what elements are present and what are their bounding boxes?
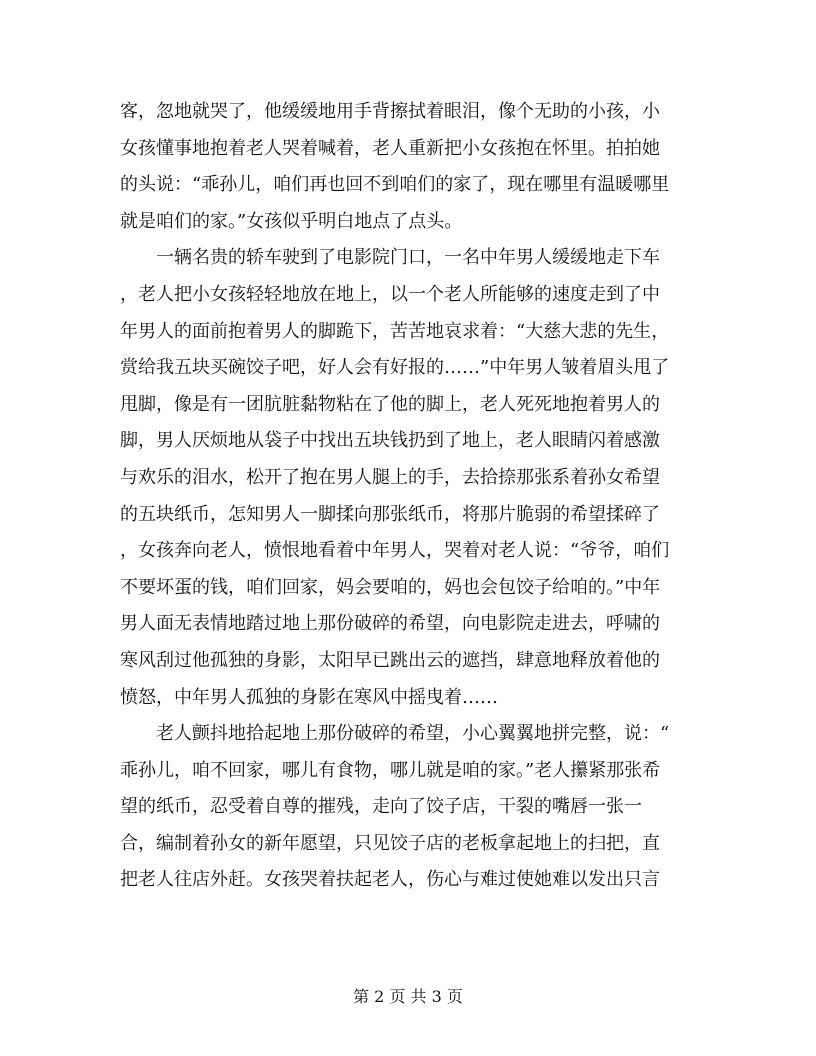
text-line: 合，编制着孙女的新年愿望，只见饺子店的老板拿起地上的扫把，直 [120, 832, 660, 854]
text-line: ，老人把小女孩轻轻地放在地上，以一个老人所能够的速度走到了中 [120, 283, 660, 305]
text-line: 的五块纸币，怎知男人一脚揉向那张纸币，将那片脆弱的希望揉碎了 [120, 503, 660, 525]
text-line: 寒风刮过他孤独的身影，太阳早已跳出云的遮挡，肆意地释放着他的 [120, 649, 660, 671]
text-line: 老人颤抖地拾起地上那份破碎的希望，小心翼翼地拼完整，说：“ [120, 723, 670, 745]
text-line: 就是咱们的家。”女孩似乎明白地点了点头。 [120, 210, 463, 232]
text-line: 一辆名贵的轿车驶到了电影院门口，一名中年男人缓缓地走下车 [120, 247, 660, 269]
text-line: 不要坏蛋的钱，咱们回家，妈会要咱的，妈也会包饺子给咱的。”中年 [120, 576, 661, 598]
text-line: 女孩懂事地抱着老人哭着喊着，老人重新把小女孩抱在怀里。拍拍她 [120, 137, 660, 159]
text-line: 客，忽地就哭了，他缓缓地用手背擦拭着眼泪，像个无助的小孩，小 [120, 101, 660, 122]
text-line: 与欢乐的泪水，松开了抱在男人腿上的手，去拾捺那张系着孙女希望 [120, 466, 660, 488]
page-footer [0, 985, 816, 1009]
page-number: 第 2 页 共 3 页 [353, 987, 463, 1006]
text-line: 男人面无表情地踏过地上那份破碎的希望，向电影院走进去，呼啸的 [120, 613, 660, 635]
document-body [120, 94, 700, 899]
text-line: 望的纸币，忍受着自尊的摧残，走向了饺子店，干裂的嘴唇一张一 [120, 796, 642, 818]
text-line: 的头说：“乖孙儿，咱们再也回不到咱们的家了，现在哪里有温暖哪里 [120, 174, 670, 196]
text-line: 脚，男人厌烦地从袋子中找出五块钱扔到了地上，老人眼睛闪着感激 [120, 430, 660, 452]
text-line: 把老人往店外赶。女孩哭着扶起老人，伤心与难过使她难以发出只言 [120, 869, 660, 891]
text-line: 甩脚，像是有一团肮脏黏物粘在了他的脚上，老人死死地抱着男人的 [120, 393, 660, 415]
text-line: 年男人的面前抱着男人的脚跪下，苦苦地哀求着：“大慈大悲的先生， [120, 320, 670, 342]
text-line: 乖孙儿，咱不回家，哪儿有食物，哪儿就是咱的家。”老人攥紧那张希 [120, 759, 661, 781]
text-line: ，女孩奔向老人，愤恨地看着中年男人，哭着对老人说：“爷爷，咱们 [120, 540, 670, 562]
text-line: 愤怒，中年男人孤独的身影在寒风中摇曳着…… [120, 686, 498, 708]
text-line: 赏给我五块买碗饺子吧，好人会有好报的……”中年男人皱着眉头甩了 [120, 357, 670, 379]
